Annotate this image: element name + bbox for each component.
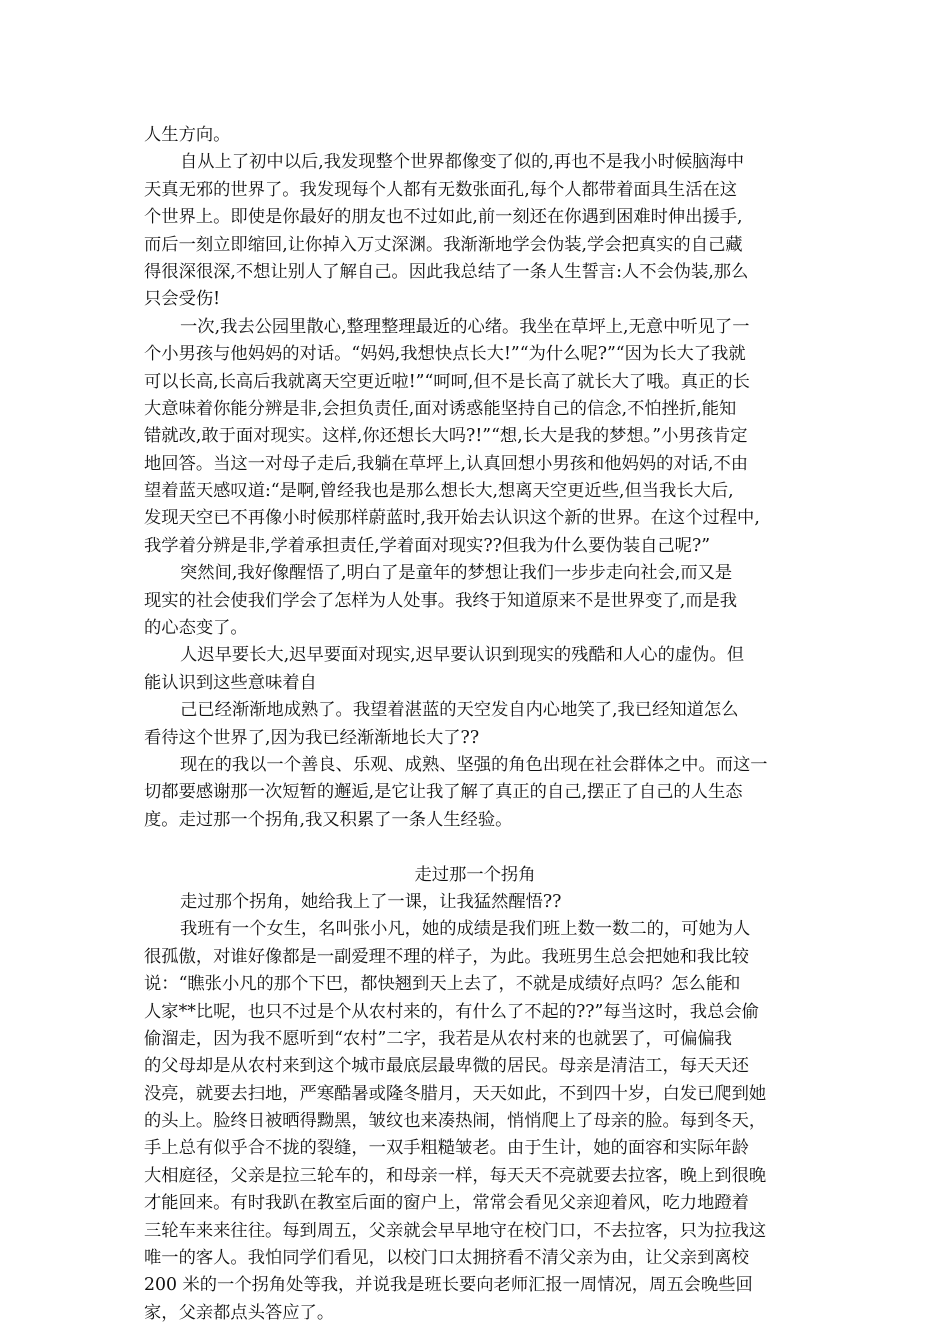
text-line: 而后一刻立即缩回,让你掉入万丈深渊。我渐渐地学会伪装,学会把真实的自己藏 <box>144 234 743 255</box>
section-title: 走过那一个拐角 <box>414 864 536 885</box>
text-line: 发现天空已不再像小时候那样蔚蓝时,我开始去认识这个新的世界。在这个过程中, <box>144 508 760 529</box>
text-line: 人家**比呢，也只不过是个从农村来的，有什么了不起的??”每当这时，我总会偷 <box>144 1001 759 1022</box>
text-line: 能认识到这些意味着自 <box>144 672 317 693</box>
text-line: 才能回来。有时我趴在教室后面的窗户上，常常会看见父亲迎着风，吃力地蹬着 <box>144 1193 749 1214</box>
paragraph-start-line: 我班有一个女生，名叫张小凡，她的成绩是我们班上数一数二的，可她为人 <box>180 919 751 940</box>
text-line: 大意味着你能分辨是非,会担负责任,面对诱惑能坚持自己的信念,不怕挫折,能知 <box>144 398 737 419</box>
text-line: 手上总有似乎合不拢的裂缝，一双手粗糙皱老。由于生计，她的面容和实际年龄 <box>144 1138 749 1159</box>
text-line: 偷溜走，因为我不愿听到“农村”二字，我若是从农村来的也就罢了，可偏偏我 <box>144 1028 732 1049</box>
paragraph-start-line: 现在的我以一个善良、乐观、成熟、坚强的角色出现在社会群体之中。而这一 <box>180 754 768 775</box>
paragraph-start-line: 一次,我去公园里散心,整理整理最近的心绪。我坐在草坪上,无意中听见了一 <box>180 316 750 337</box>
text-line: 很孤傲，对谁好像都是一副爱理不理的样子，为此。我班男生总会把她和我比较 <box>144 946 749 967</box>
paragraph-start-line: 走过那个拐角，她给我上了一课，让我猛然醒悟?? <box>180 891 562 912</box>
text-line: 切都要感谢那一次短暂的邂逅,是它让我了解了真正的自己,摆正了自己的人生态 <box>144 782 743 803</box>
text-line: 我学着分辨是非,学着承担责任,学着面对现实??但我为什么要伪装自己呢?” <box>144 535 711 556</box>
section-gap <box>144 834 806 861</box>
section-1 <box>144 122 806 834</box>
text-line: 地回答。当这一对母子走后,我躺在草坪上,认真回想小男孩和他妈妈的对话,不由 <box>144 453 749 474</box>
section-2 <box>144 862 806 1328</box>
text-line: 没亮，就要去扫地，严寒酷暑或隆冬腊月，天天如此，不到四十岁，白发已爬到她 <box>144 1083 767 1104</box>
text-line: 三轮车来来往往。每到周五，父亲就会早早地守在校门口，不去拉客，只为拉我这 <box>144 1220 767 1241</box>
text-line: 天真无邪的世界了。我发现每个人都有无数张面孔,每个人都带着面具生活在这 <box>144 179 738 200</box>
paragraph-start-line: 人迟早要长大,迟早要面对现实,迟早要认识到现实的残酷和人心的虚伪。但 <box>180 645 744 666</box>
text-line: 只会受伤! <box>144 289 221 310</box>
document-body <box>144 122 806 1327</box>
text-line: 可以长高,长高后我就离天空更近啦!”“呵呵,但不是长高了就长大了哦。真正的长 <box>144 371 750 392</box>
paragraph-start-line: 自从上了初中以后,我发现整个世界都像变了似的,再也不是我小时候脑海中 <box>180 152 744 173</box>
text-line: 家，父亲都点头答应了。 <box>144 1302 335 1323</box>
text-line: 唯一的客人。我怕同学们看见，以校门口太拥挤看不清父亲为由，让父亲到离校 <box>144 1248 749 1269</box>
text-line: 个世界上。即使是你最好的朋友也不过如此,前一刻还在你遇到困难时伸出援手, <box>144 207 743 228</box>
text-line: 200 米的一个拐角处等我，并说我是班长要向老师汇报一周情况，周五会晚些回 <box>144 1275 753 1296</box>
text-line: 望着蓝天感叹道:“是啊,曾经我也是那么想长大,想离天空更近些,但当我长大后, <box>144 481 734 502</box>
text-line: 的心态变了。 <box>144 618 248 639</box>
text-line: 人生方向。 <box>144 125 231 145</box>
text-line: 个小男孩与他妈妈的对话。“妈妈,我想快点长大!”“为什么呢?”“因为长大了我就 <box>144 344 746 365</box>
text-line: 错就改,敢于面对现实。这样,你还想长大吗?!”“想,长大是我的梦想。”小男孩肯定 <box>144 426 748 447</box>
text-line: 看待这个世界了,因为我已经渐渐地长大了?? <box>144 727 480 748</box>
text-line: 的父母却是从农村来到这个城市最底层最卑微的居民。母亲是清洁工，每天天还 <box>144 1056 749 1077</box>
text-line: 现实的社会使我们学会了怎样为人处事。我终于知道原来不是世界变了,而是我 <box>144 590 738 611</box>
text-line: 大相庭径，父亲是拉三轮车的，和母亲一样，每天天不亮就要去拉客，晚上到很晚 <box>144 1165 767 1186</box>
text-line: 度。走过那一个拐角,我又积累了一条人生经验。 <box>144 809 513 830</box>
paragraph-start-line: 突然间,我好像醒悟了,明白了是童年的梦想让我们一步步走向社会,而又是 <box>180 563 733 584</box>
text-line: 得很深很深,不想让别人了解自己。因此我总结了一条人生誓言:人不会伪装,那么 <box>144 261 749 282</box>
text-line: 的头上。脸终日被晒得黝黑，皱纹也来凑热闹，悄悄爬上了母亲的脸。每到冬天， <box>144 1111 767 1132</box>
paragraph-start-line: 己已经渐渐地成熟了。我望着湛蓝的天空发自内心地笑了,我已经知道怎么 <box>180 700 739 721</box>
text-line: 说：“瞧张小凡的那个下巴，都快翘到天上去了，不就是成绩好点吗？怎么能和 <box>144 974 741 995</box>
